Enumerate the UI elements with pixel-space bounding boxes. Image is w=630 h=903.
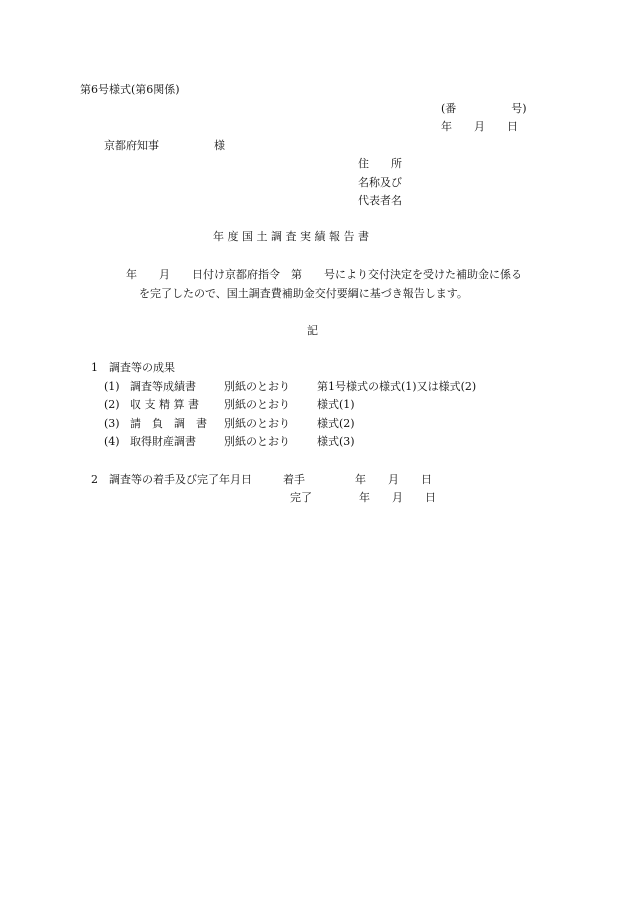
document-date: 年 月 日 [441, 120, 518, 133]
item-name: 収 支 精 算 書 [130, 398, 199, 411]
section2-heading: 2 調査等の着手及び完了年月日 [91, 473, 252, 486]
item-name: 調査等成績書 [130, 380, 196, 393]
item-name: 請 負 調 書 [130, 417, 207, 430]
item-name: 取得財産調書 [130, 435, 196, 448]
body-line-2: を完了したので、国土調査費補助金交付要綱に基づき報告します。 [139, 287, 468, 300]
name-label: 名称及び [358, 176, 402, 189]
ki-heading: 記 [307, 324, 318, 337]
addressee: 京都府知事 様 [104, 139, 225, 152]
item-number: (3) [104, 417, 120, 430]
start-label: 着手 [283, 473, 305, 486]
reference-number: (番 号) [441, 102, 527, 115]
representative-label: 代表者名 [358, 194, 402, 207]
body-line-1: 年 月 日付け京都府指令 第 号により交付決定を受けた補助金に係る [126, 268, 522, 281]
item-number: (4) [104, 435, 120, 448]
item-note: 別紙のとおり [224, 398, 290, 411]
item-form: 第1号様式の様式(1)又は様式(2) [317, 380, 477, 393]
item-number: (1) [104, 380, 120, 393]
section1-heading: 1 調査等の成果 [91, 361, 175, 374]
item-number: (2) [104, 398, 120, 411]
item-note: 別紙のとおり [224, 435, 290, 448]
item-form: 様式(1) [317, 398, 355, 411]
start-date: 年 月 日 [355, 473, 432, 486]
end-label: 完了 [290, 491, 312, 504]
document-title: 年 度 国 土 調 査 実 績 報 告 書 [213, 230, 369, 243]
address-label: 住 所 [358, 157, 402, 170]
item-note: 別紙のとおり [224, 417, 290, 430]
item-note: 別紙のとおり [224, 380, 290, 393]
item-form: 様式(2) [317, 417, 355, 430]
end-date: 年 月 日 [359, 491, 436, 504]
item-form: 様式(3) [317, 435, 355, 448]
form-number: 第6号様式(第6関係) [80, 83, 180, 96]
